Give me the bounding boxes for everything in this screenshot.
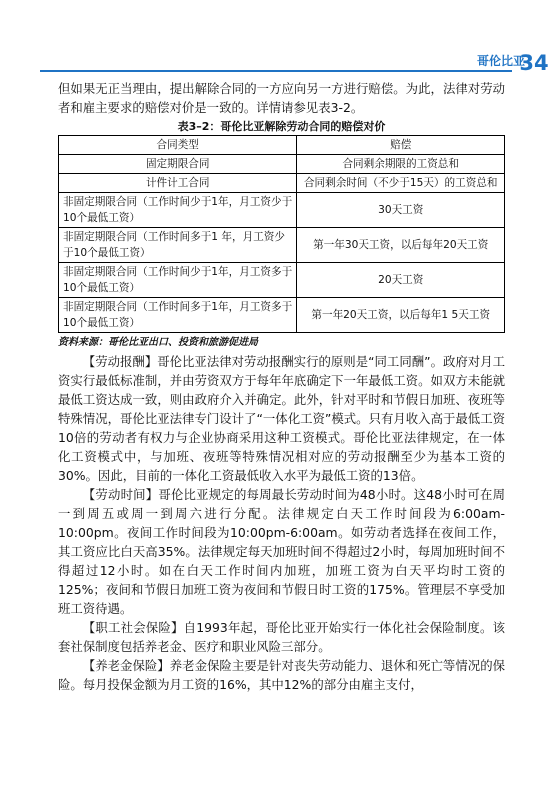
table-row: [59, 193, 505, 228]
table-cell: 20天工资: [297, 263, 505, 298]
table-cell: 第一年20天工资，以后每年1 5天工资: [297, 298, 505, 333]
header-rule: [40, 70, 512, 72]
paragraph-pension: 【养老金保险】养老金保险主要是针对丧失劳动能力、退休和死亡等情况的保险。每月投保金额为月工资的16%，其中12%的部分由雇主支付，: [58, 658, 505, 692]
paragraph-social-insurance: 【职工社会保险】自1993年起，哥伦比亚开始实行一体化社会保险制度。该套社保制度包括养老金、医疗和职业风险三部分。: [58, 620, 505, 654]
table-row: [59, 263, 505, 298]
table-row: [59, 174, 505, 193]
header-title: 哥伦比亚: [476, 54, 525, 68]
table-cell: 30天工资: [297, 193, 505, 228]
paragraph-labor-pay: 【劳动报酬】哥伦比亚法律对劳动报酬实行的原则是“同工同酬”。政府对月工资实行最低标准制，并由劳资双方于每年年底确定下一年最低工资。如双方未能就最低工资达成一致，则由政府介入并确定。此外，针对平时和节假日加班、夜班等特殊情况，哥伦比亚法律专门设计了“一体化工资”模式。只有月收入高于最低工资10倍的劳动者有权力与企业协商采用这种工资模式。哥伦比亚法律规定，在一体化工资模式中，与加班、夜班等特殊情况相对应的劳动报酬至少为基本工资的30%。因此，目前的一体化工资最低收入水平为最低工资的13倍。: [58, 354, 505, 483]
table-title: 表3–2：哥伦比亚解除劳动合同的赔偿对价: [177, 120, 386, 133]
table-cell: 非固定期限合同（工作时间多于1 年，月工资少于10个最低工资）: [59, 228, 297, 263]
page-number: 34: [519, 51, 549, 75]
table-header-cell: 赔偿: [297, 136, 505, 155]
table-header-cell: 合同类型: [59, 136, 297, 155]
paragraph-working-hours: 【劳动时间】哥伦比亚规定的每周最长劳动时间为48小时。这48小时可在周一到周五或周一到周六进行分配。法律规定白天工作时间段为6:00am-10:00pm。夜间工作时间段为10:00pm-6:00am。如劳动者选择在夜间工作，其工资应比白天高35%。法律规定每天加班时间不得超过2小时，每周加班时间不得超过12小时。如在白天工作时间内加班，加班工资为白天平均时工资的125%；夜间和节假日加班工资为夜间和节假日时工资的175%。管理层不享受加班工资待遇。: [58, 487, 505, 616]
table-cell: 非固定期限合同（工作时间多于1年，月工资多于10个最低工资）: [59, 298, 297, 333]
intro-paragraph: 但如果无正当理由，提出解除合同的一方应向另一方进行赔偿。为此，法律对劳动者和雇主要求的赔偿对价是一致的。详情请参见表3-2。: [58, 81, 505, 115]
table-cell: 合同剩余期限的工资总和: [297, 155, 505, 174]
table-cell: 固定期限合同: [59, 155, 297, 174]
table-cell: 合同剩余时间（不少于15天）的工资总和: [297, 174, 505, 193]
table-header-row: [59, 136, 505, 155]
table-source: 资料来源：哥伦比亚出口、投资和旅游促进局: [58, 337, 258, 348]
table-row: [59, 228, 505, 263]
table-cell: 计件计工合同: [59, 174, 297, 193]
table-cell: 非固定期限合同（工作时间少于1年，月工资多于10个最低工资）: [59, 263, 297, 298]
table-cell: 非固定期限合同（工作时间少于1年，月工资少于10个最低工资）: [59, 193, 297, 228]
compensation-table: [58, 135, 505, 333]
table-cell: 第一年30天工资，以后每年20天工资: [297, 228, 505, 263]
page-content: [58, 79, 505, 694]
table-row: [59, 155, 505, 174]
table-row: [59, 298, 505, 333]
